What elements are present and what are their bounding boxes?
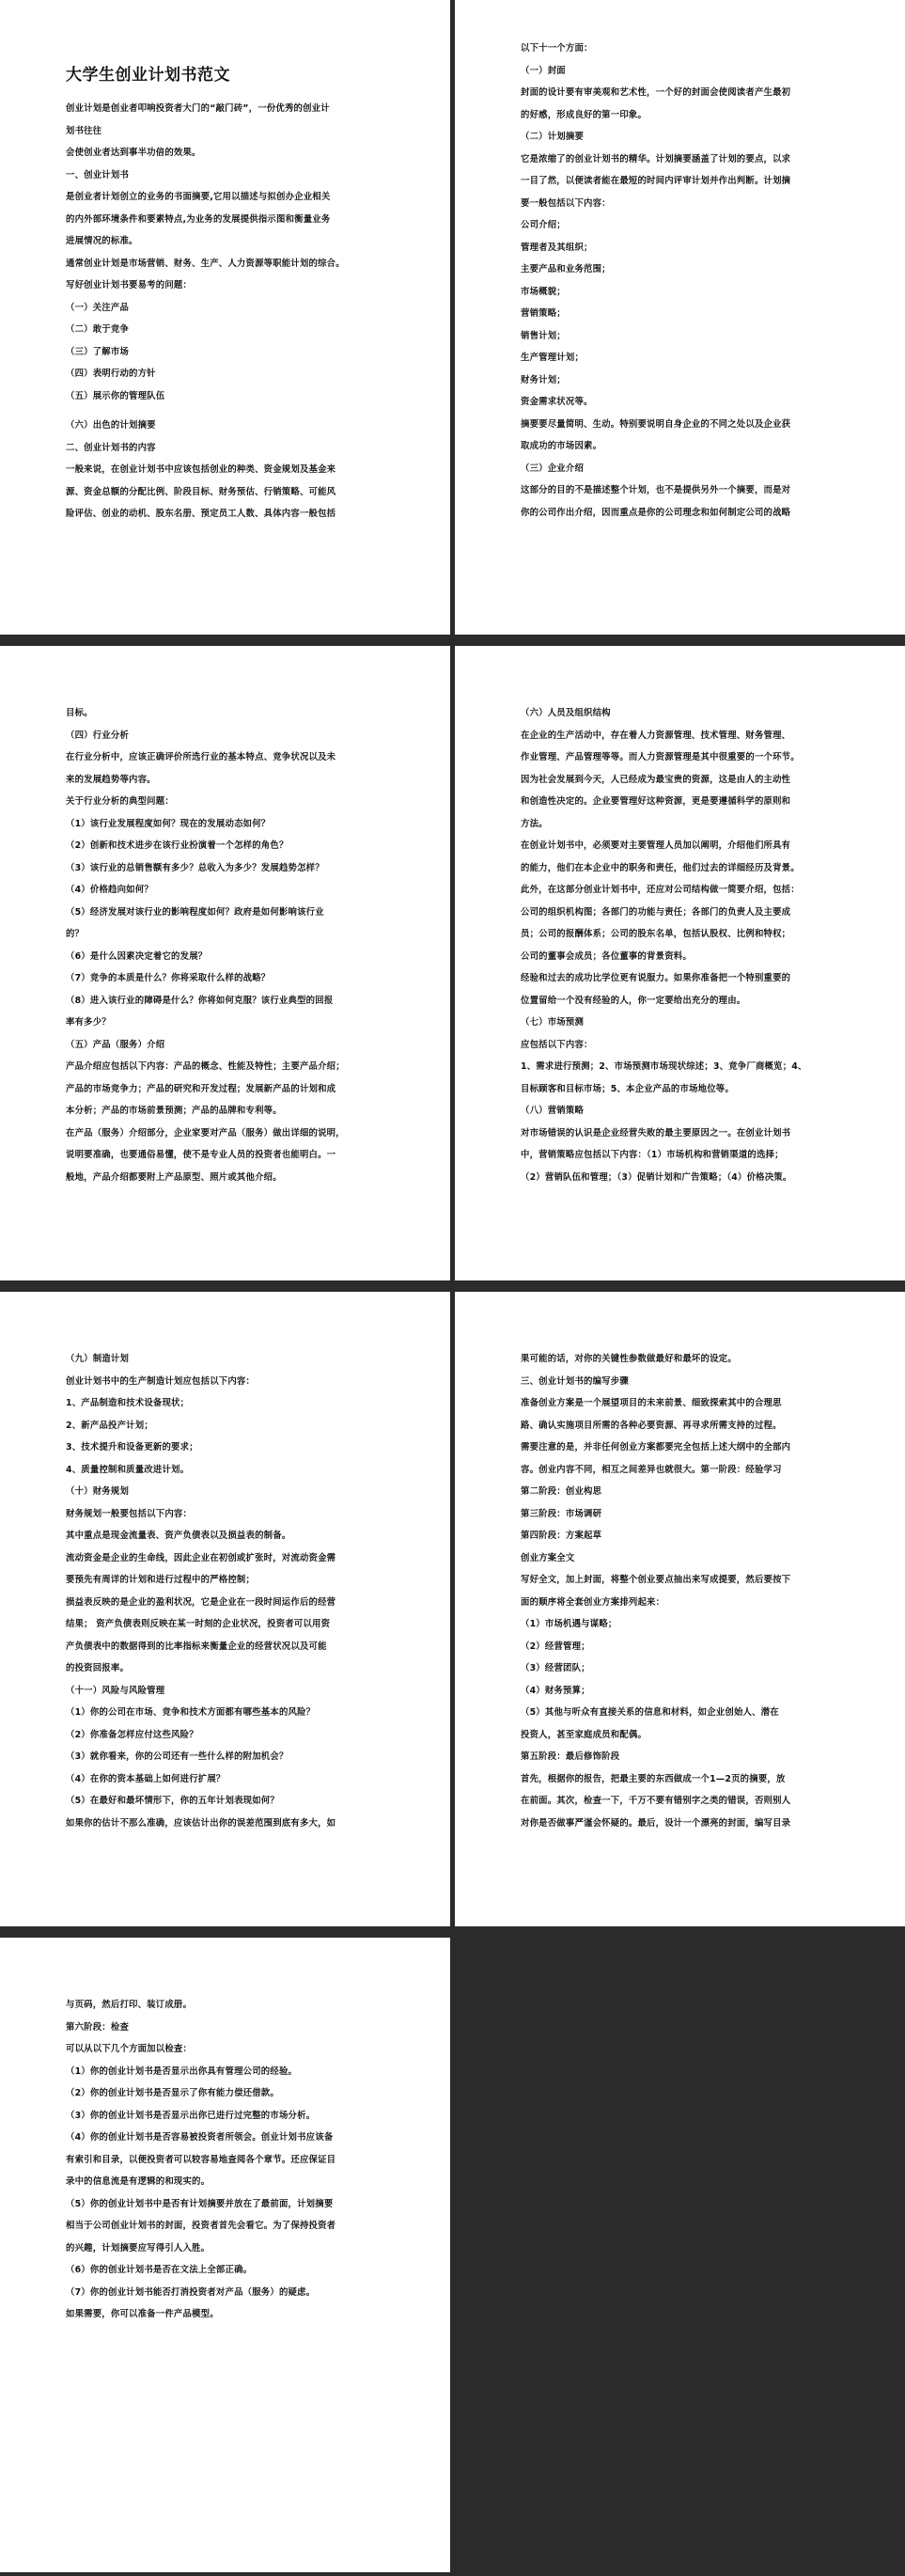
text-line: （2）营销队伍和管理；（3）促销计划和广告策略；（4）价格决策。: [521, 1171, 792, 1183]
text-line: 结果； 资产负债表则反映在某一时刻的企业状况，投资者可以用资: [66, 1619, 331, 1629]
text-line: 的？: [66, 929, 85, 939]
text-line: 目标顾客和目标市场；5、本企业产品的市场地位等。: [521, 1083, 734, 1094]
text-line: 员；公司的报酬体系；公司的股东名单，包括认股权、比例和特权；: [521, 929, 791, 939]
text-line: 可以从以下几个方面加以检查：: [66, 2044, 193, 2054]
text-line: （六）人员及组织结构: [521, 708, 611, 718]
text-line: （4）你的创业计划书是否容易被投资者所领会。创业计划书应该备: [66, 2132, 334, 2143]
text-line: 财务规划一般要包括以下内容：: [66, 1508, 193, 1519]
text-line: （8）进入该行业的障碍是什么？你将如何克服？该行业典型的回报: [66, 995, 334, 1006]
text-line: （1）你的公司在市场、竞争和技术方面都有哪些基本的风险？: [66, 1707, 316, 1718]
text-line: （5）你的创业计划书中是否有计划摘要并放在了最前面，计划摘要: [66, 2198, 334, 2209]
text-line: （十一）风险与风险管理: [66, 1685, 165, 1696]
text-line: 面的顺序将全套创业方案排列起来：: [521, 1596, 665, 1608]
text-line: 的兴趣，计划摘要应写得引人入胜。: [66, 2242, 211, 2254]
text-line: 的投资回报率。: [66, 1663, 130, 1673]
text-line: 二、创业计划书的内容: [66, 442, 156, 453]
text-line: 你的公司作出介绍，因而重点是你的公司理念和如何制定公司的战略: [521, 507, 791, 518]
text-line: 要一般包括以下内容：: [521, 197, 611, 209]
text-line: （4）在你的资本基础上如何进行扩展？: [66, 1773, 226, 1784]
text-line: （2）你准备怎样应付这些风险？: [66, 1729, 198, 1740]
text-line: 容。创业内容不同，相互之间差异也就很大。第一阶段：经验学习: [521, 1464, 782, 1475]
text-line: （4）价格趋向如何？: [66, 885, 153, 895]
text-line: 方法。: [521, 818, 548, 829]
text-line: （6）你的创业计划书是否在文法上全部正确。: [66, 2265, 253, 2275]
text-line: （三）了解市场: [66, 346, 130, 357]
text-line: 关于行业分析的典型问题：: [66, 796, 174, 807]
text-line: 中，营销策略应包括以下内容：（1）市场机构和营销渠道的选择；: [521, 1150, 784, 1160]
text-line: 第二阶段：创业构思: [521, 1486, 602, 1497]
text-line: 产品介绍应包括以下内容：产品的概念、性能及特性；主要产品介绍；: [66, 1061, 345, 1072]
text-line: （1）你的创业计划书是否显示出你具有管理公司的经验。: [66, 2066, 298, 2077]
text-line: 这部分的目的不是描述整个计划，也不是提供另外一个摘要，而是对: [521, 485, 791, 495]
text-line: （八）营销策略: [521, 1106, 585, 1116]
text-line: 因为社会发展到今天，人已经成为最宝贵的资源，这是由人的主动性: [521, 774, 791, 785]
text-line: 创业计划是创业者叩响投资者大门的“敲门砖”，一份优秀的创业计: [66, 103, 330, 114]
text-line: 市场概貌；: [521, 286, 566, 297]
text-line: 第四阶段：方案起草: [521, 1531, 602, 1541]
text-line: 录中的信息流是有逻辑的和现实的。: [66, 2176, 211, 2187]
text-line: 经验和过去的成功比学位更有说服力。如果你准备把一个特别重要的: [521, 973, 791, 983]
text-line: 以下十一个方面：: [521, 43, 593, 54]
text-line: （7）你的创业计划书能否打消投资者对产品（服务）的疑虑。: [66, 2286, 316, 2298]
text-line: 生产管理计划；: [521, 353, 585, 363]
text-line: 如果需要，你可以准备一件产品模型。: [66, 2309, 219, 2319]
text-line: 说明要准确，也要通俗易懂，使不是专业人员的投资者也能明白。一: [66, 1150, 336, 1160]
text-line: 如果你的估计不那么准确，应该估计出你的误差范围到底有多大，如: [66, 1817, 336, 1829]
text-line: 果可能的话，对你的关键性参数做最好和最坏的设定。: [521, 1354, 737, 1364]
text-line: （四）行业分析: [66, 730, 130, 741]
text-line: 准备创业方案是一个展望项目的未来前景、细致探索其中的合理思: [521, 1398, 782, 1408]
text-line: 第五阶段：最后修饰阶段: [521, 1751, 620, 1762]
text-line: （5）在最好和最坏情形下，你的五年计划表现如何？: [66, 1796, 279, 1806]
text-line: （1）该行业发展程度如何？现在的发展动态如何？: [66, 818, 271, 829]
text-line: 封面的设计要有审美观和艺术性，一个好的封面会使阅读者产生最初: [521, 87, 791, 98]
document-page-7: [0, 1938, 450, 2572]
text-line: （九）制造计划: [66, 1354, 130, 1364]
text-line: 写好创业计划书要易考的问题：: [66, 280, 193, 291]
text-line: 第三阶段：市场调研: [521, 1508, 602, 1519]
text-line: 创业计划书中的生产制造计划应包括以下内容：: [66, 1375, 256, 1387]
text-line: （二）计划摘要: [521, 132, 585, 142]
text-line: （4）财务预算；: [521, 1685, 590, 1696]
text-line: 此外，在这部分创业计划书中，还应对公司结构做一简要介绍，包括：: [521, 885, 800, 895]
text-line: 资金需求状况等。: [521, 397, 593, 407]
text-line: 1、需求进行预测；2、市场预测市场现状综述；3、竞争厂商概览；4、: [521, 1061, 807, 1072]
text-line: 一般来说，在创业计划书中应该包括创业的种类、资金规划及基金来: [66, 464, 336, 475]
text-line: 公司的组织机构图；各部门的功能与责任；各部门的负责人及主要成: [521, 906, 791, 918]
text-line: 取成功的市场因素。: [521, 441, 602, 451]
text-line: （3）该行业的总销售额有多少？总收入为多少？发展趋势怎样？: [66, 862, 324, 873]
text-line: 2、新产品投产计划；: [66, 1420, 153, 1431]
text-line: 创业方案全文: [521, 1552, 575, 1563]
text-line: （7）竞争的本质是什么？你将采取什么样的战略？: [66, 973, 271, 983]
text-line: 营销策略；: [521, 308, 566, 319]
text-line: 率有多少？: [66, 1017, 111, 1028]
text-line: 相当于公司创业计划书的封面，投资者首先会看它。为了保持投资者: [66, 2221, 336, 2231]
text-line: 流动资金是企业的生命线，因此企业在初创或扩张时，对流动资金需: [66, 1552, 336, 1563]
text-line: 划书往往: [66, 125, 102, 136]
text-line: （五）展示你的管理队伍: [66, 390, 165, 401]
text-line: （五）产品（服务）介绍: [66, 1039, 165, 1050]
text-line: 管理者及其组织；: [521, 242, 593, 253]
text-line: （3）你的创业计划书是否显示出你已进行过完整的市场分析。: [66, 2110, 316, 2121]
text-line: 要预先有周详的计划和进行过程中的严格控制；: [66, 1575, 256, 1585]
text-line: 在行业分析中，应该正确评价所选行业的基本特点、竞争状况以及未: [66, 752, 336, 762]
document-page-1: [0, 0, 450, 635]
text-line: 需要注意的是，并非任何创业方案都要完全包括上述大纲中的全部内: [521, 1442, 791, 1453]
text-line: （5）经济发展对该行业的影响程度如何？政府是如何影响该行业: [66, 906, 324, 918]
text-line: 有索引和目录，以便投资者可以较容易地查阅各个章节。还应保证目: [66, 2154, 336, 2165]
text-line: 在前面。其次，检查一下，千万不要有错别字之类的错误，否则别人: [521, 1796, 791, 1806]
text-line: 和创造性决定的。企业要管理好这种资源，更是要遵循科学的原则和: [521, 796, 791, 807]
text-line: 产品的市场竞争力；产品的研究和开发过程；发展新产品的计划和成: [66, 1083, 336, 1094]
text-line: 对你是否做事严谨会怀疑的。最后，设计一个漂亮的封面，编写目录: [521, 1817, 791, 1829]
text-line: 其中重点是现金流量表、资产负债表以及损益表的制备。: [66, 1531, 291, 1541]
empty-page-slot: [455, 1938, 905, 2572]
text-line: 通常创业计划是市场营销、财务、生产、人力资源等职能计划的综合。: [66, 258, 345, 269]
text-line: 应包括以下内容：: [521, 1039, 593, 1050]
text-line: 损益表反映的是企业的盈利状况，它是企业在一段时间运作后的经营: [66, 1596, 336, 1608]
text-line: （3）经营团队；: [521, 1663, 590, 1673]
text-line: 投资人，甚至家庭成员和配偶。: [521, 1729, 648, 1740]
text-line: （一）封面: [521, 65, 566, 76]
text-line: 本分析；产品的市场前景预测；产品的品牌和专利等。: [66, 1106, 282, 1116]
text-line: （二）敢于竞争: [66, 324, 130, 335]
text-line: 对市场错误的认识是企业经营失败的最主要原因之一。在创业计划书: [521, 1127, 791, 1139]
text-line: 产负债表中的数据得到的比率指标来衡量企业的经营状况以及可能: [66, 1641, 327, 1652]
text-line: （一）关注产品: [66, 302, 130, 313]
text-line: 1、产品制造和技术设备现状；: [66, 1398, 190, 1408]
document-page-2: [455, 0, 905, 635]
text-line: 在创业计划书中，必须要对主要管理人员加以阐明，介绍他们所具有: [521, 840, 791, 851]
text-line: 的内外部环境条件和要素特点,为业务的发展提供指示图和衡量业务: [66, 213, 331, 225]
text-line: 一、创业计划书: [66, 169, 130, 181]
text-line: 写好全文，加上封面，将整个创业要点抽出来写成提要，然后要按下: [521, 1575, 791, 1585]
text-line: （3）就你看来，你的公司还有一些什么样的附加机会？: [66, 1751, 289, 1762]
text-line: （5）其他与听众有直接关系的信息和材料，如企业创始人、潜在: [521, 1707, 779, 1718]
text-line: （6）是什么因素决定着它的发展？: [66, 950, 208, 962]
document-page-5: [0, 1292, 450, 1926]
text-line: 与页码，然后打印、装订成册。: [66, 2000, 193, 2010]
document-page-6: [455, 1292, 905, 1926]
text-line: （七）市场预测: [521, 1017, 585, 1028]
text-line: 的好感，形成良好的第一印象。: [521, 109, 648, 120]
text-line: 一目了然，以便读者能在最短的时间内评审计划并作出判断。计划摘: [521, 176, 791, 186]
text-line: 首先，根据你的报告，把最主要的东西做成一个1—2页的摘要，放: [521, 1773, 786, 1784]
text-line: （四）表明行动的方针: [66, 369, 156, 379]
text-line: 是创业者计划创立的业务的书面摘要,它用以描述与拟创办企业相关: [66, 192, 331, 202]
text-line: （十）财务规划: [66, 1486, 130, 1497]
text-line: （2）创新和技术进步在该行业扮演着一个怎样的角色？: [66, 840, 289, 851]
text-line: 财务计划；: [521, 374, 566, 385]
text-line: （三）企业介绍: [521, 463, 585, 474]
document-page-4: [455, 646, 905, 1280]
text-line: 公司的董事会成员；各位董事的背景资料。: [521, 950, 692, 962]
text-line: 般地，产品介绍都要附上产品原型、照片或其他介绍。: [66, 1171, 282, 1183]
text-line: 源、资金总额的分配比例、阶段目标、财务预估、行销策略、可能风: [66, 486, 336, 497]
text-line: 公司介绍；: [521, 220, 566, 230]
text-line: 4、质量控制和质量改进计划。: [66, 1464, 190, 1475]
text-line: 它是浓缩了的创业计划书的精华。计划摘要涵盖了计划的要点，以求: [521, 153, 791, 165]
text-line: 来的发展趋势等内容。: [66, 774, 156, 785]
document-page-3: [0, 646, 450, 1280]
text-line: 作业管理、产品管理等等。而人力资源管理是其中很重要的一个环节。: [521, 752, 800, 762]
text-line: 的能力，他们在本企业中的职务和责任，他们过去的详细经历及背景。: [521, 862, 800, 873]
text-line: 在产品（服务）介绍部分，企业家要对产品（服务）做出详细的说明，: [66, 1127, 345, 1139]
text-line: 在企业的生产活动中，存在着人力资源管理、技术管理、财务管理、: [521, 730, 791, 741]
text-line: 第六阶段：检查: [66, 2021, 130, 2033]
text-line: 路、确认实施项目所需的各种必要资源、再寻求所需支持的过程。: [521, 1420, 782, 1431]
text-line: 销售计划；: [521, 330, 566, 341]
text-line: 目标。: [66, 708, 93, 718]
text-line: （2）经营管理；: [521, 1641, 590, 1652]
text-line: 进展情况的标准。: [66, 236, 138, 246]
text-line: （1）市场机遇与谋略；: [521, 1619, 617, 1629]
text-line: 位置留给一个没有经验的人，你一定要给出充分的理由。: [521, 995, 746, 1006]
text-line: 3、技术提升和设备更新的要求；: [66, 1442, 198, 1453]
text-line: 会使创业者达到事半功倍的效果。: [66, 148, 201, 158]
text-line: 三、创业计划书的编写步骤: [521, 1375, 629, 1387]
text-line: 摘要要尽量简明、生动。特别要说明自身企业的不同之处以及企业获: [521, 418, 791, 430]
text-line: （2）你的创业计划书是否显示了你有能力偿还借款。: [66, 2088, 279, 2098]
text-line: 险评估、创业的动机、股东名册、预定员工人数、具体内容一般包括: [66, 509, 336, 519]
document-title: 大学生创业计划书范文: [66, 66, 230, 85]
text-line: （六）出色的计划摘要: [66, 420, 156, 431]
text-line: 主要产品和业务范围；: [521, 264, 611, 275]
